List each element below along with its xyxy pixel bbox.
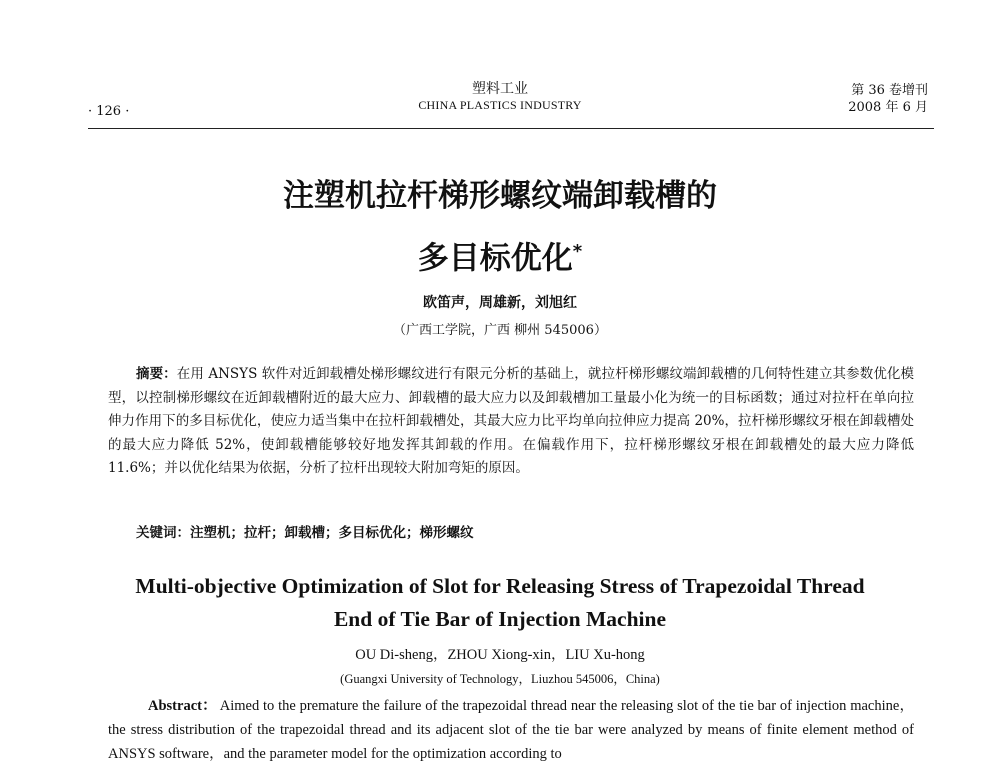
title-line-2 — [0, 224, 1000, 286]
title-line-2-text: 多目标优化 — [417, 240, 573, 277]
header-rule — [88, 128, 934, 129]
abstract-text-en: Aimed to the premature the failure of the trapezoidal thread near the releasing slot of the tie bar of injection machine，the stress distribution of the trapezoidal thread and its adjacent slot of the tie bar were analyzed by means of finite element method of ANSYS software，and the parameter model for the optimization according to — [108, 698, 914, 762]
affiliation-en: (Guangxi University of Technology，Liuzhou 545006，China) — [340, 672, 660, 686]
abstract-cn — [108, 363, 914, 481]
paper-title-en — [0, 570, 1000, 636]
paper-title-cn — [0, 168, 1000, 286]
issue-info — [848, 82, 928, 116]
issue-date: 2008 年 6 月 — [848, 100, 928, 115]
abstract-label-en: Abstract： — [148, 698, 217, 714]
abstract-text-cn: 在用 ANSYS 软件对近卸载槽处梯形螺纹进行有限元分析的基础上，就拉杆梯形螺纹端卸载槽的几何特性建立其参数优化模型，以控制梯形螺纹在近卸载槽附近的最大应力、卸载槽的最大应力以及卸载槽加工量最小化为统一的目标函数；通过对拉杆在单向拉伸力作用下的多目标优化，使应力适当集中在拉杆卸载槽处，其最大应力比平均单向拉伸应力提高 20%，拉杆梯形螺纹牙根在卸载槽处的最大应力降低 52%，使卸载槽能够较好地发挥其卸载的作用。在偏载作用下，拉杆梯形螺纹牙根在卸载槽处的最大应力降低 11.6%；并以优化结果为依据，分析了拉杆出现较大附加弯矩的原因。 — [108, 366, 914, 476]
abstract-label-cn: 摘要： — [136, 366, 177, 382]
journal-name-en: CHINA PLASTICS INDUSTRY — [418, 98, 582, 112]
page-number: · 126 · — [88, 104, 130, 119]
authors-cn: 欧笛声，周雄新，刘旭红 — [423, 295, 577, 311]
affiliation-cn: （广西工学院，广西 柳州 545006） — [393, 323, 607, 338]
footnote-mark: * — [572, 241, 583, 262]
en-title-line-1: Multi-objective Optimization of Slot for Releasing Stress of Trapezoidal Thread — [135, 574, 865, 598]
en-title-line-2: End of Tie Bar of Injection Machine — [333, 607, 667, 631]
authors-en: OU Di-sheng，ZHOU Xiong-xin，LIU Xu-hong — [355, 647, 645, 663]
abstract-en — [108, 694, 914, 766]
journal-name-cn: 塑料工业 — [472, 81, 528, 97]
keywords-cn: 关键词：注塑机；拉杆；卸载槽；多目标优化；梯形螺纹 — [136, 525, 474, 541]
title-line-1: 注塑机拉杆梯形螺纹端卸载槽的 — [283, 178, 717, 214]
volume-label: 第 36 卷增刊 — [851, 83, 928, 98]
